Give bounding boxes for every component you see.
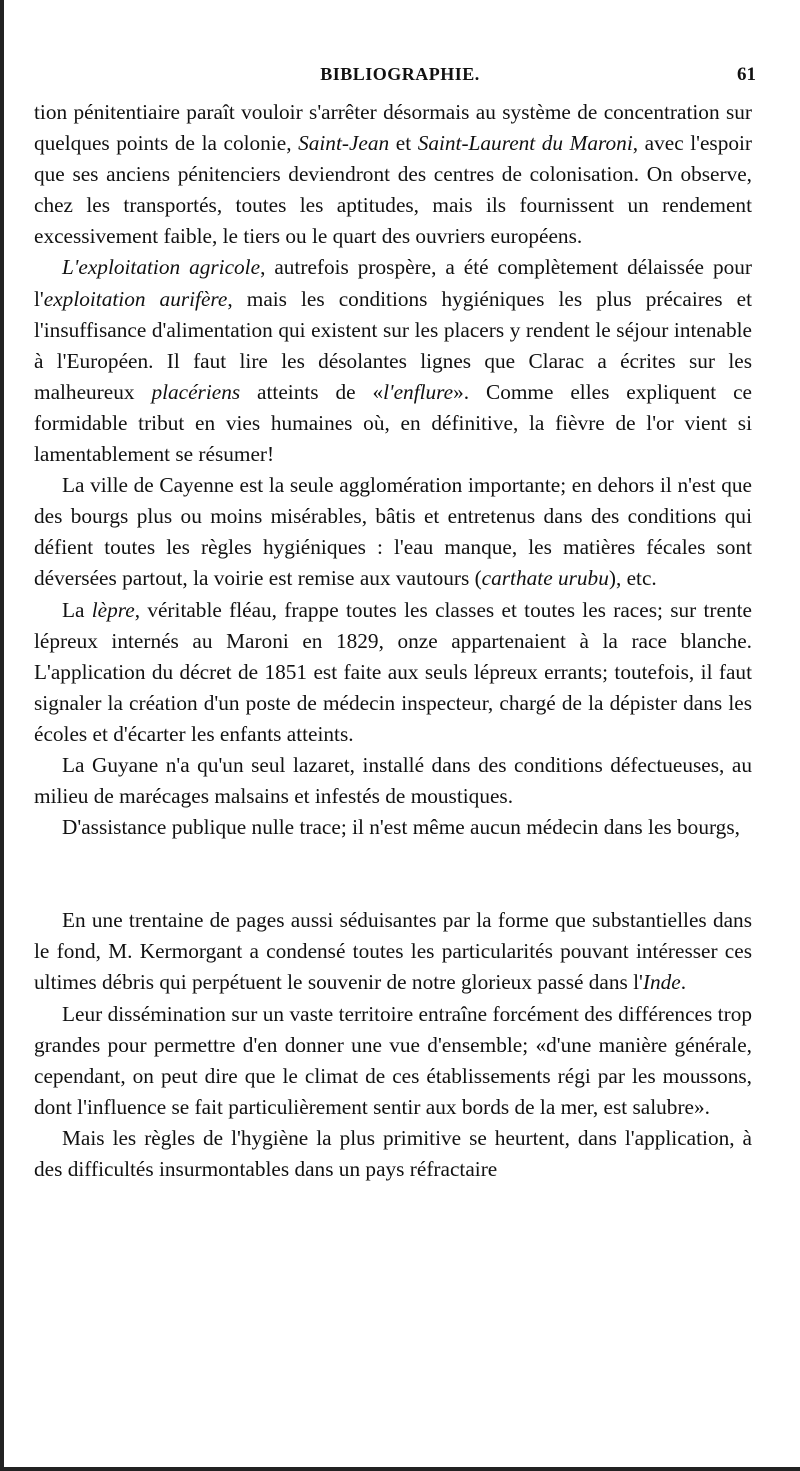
page-number: 61 xyxy=(737,64,756,85)
section-gap xyxy=(34,843,752,905)
paragraph-1: tion pénitentiaire paraît vouloir s'arrêter désormais au système de concentration sur quelques points de la colonie, Saint-Jean et Saint-Laurent du Maroni, avec l'espoir que ses anciens pénitenciers deviendront des centres de colonisation. On observe, chez les transportés, toutes les aptitudes, mais ils fournissent un rendement excessivement faible, le tiers ou le quart des ouvriers européens. xyxy=(34,100,753,249)
running-title: BIBLIOGRAPHIE. xyxy=(320,64,480,84)
paragraph-7: En une trentaine de pages aussi séduisantes par la forme que substantielles dans le fond, M. Kermorgant a condensé toutes les particularités pouvant intéresser ces ultimes débris qui perpétuent le souvenir de notre glorieux passé dans l'Inde. xyxy=(34,908,752,995)
body-text xyxy=(34,97,752,1185)
paragraph-8: Leur dissémination sur un vaste territoire entraîne forcément des différences trop grandes pour permettre d'en donner une vue d'ensemble; «d'une manière générale, cependant, on peut dire que le climat de ces établissements régi par les moussons, dont l'influence se fait particulièrement sentir aux bords de la mer, est salubre». xyxy=(34,1001,752,1119)
paragraph-9: Mais les règles de l'hygiène la plus primitive se heurtent, dans l'application, à des difficultés insurmontables dans un pays réfractaire xyxy=(34,1125,752,1181)
paragraph-5: La Guyane n'a qu'un seul lazaret, installé dans des conditions défectueuses, au milieu de marécages malsains et infestés de moustiques. xyxy=(34,752,752,809)
running-header xyxy=(40,64,760,92)
paragraph-3: La ville de Cayenne est la seule agglomération importante; en dehors il n'est que des bourgs plus ou moins misérables, bâtis et entretenus dans des conditions qui défient toutes les règles hygiéniques : l'eau manque, les matières fécales sont déversées partout, la voirie est remise aux vautours (carthate urubu), etc. xyxy=(34,473,752,591)
paragraph-2: L'exploitation agricole, autrefois prospère, a été complètement délaissée pour l'exploitation aurifère, mais les conditions hygiéniques les plus précaires et l'insuffisance d'alimentation qui existent sur les placers y rendent le séjour intenable à l'Européen. Il faut lire les désolantes lignes que Clarac a écrites sur les malheureux placériens atteints de «l'enflure». Comme elles expliquent ce formidable tribut en vies humaines où, en définitive, la fièvre de l'or vient si lamentablement se résumer! xyxy=(34,255,752,467)
paragraph-4: La lèpre, véritable fléau, frappe toutes les classes et toutes les races; sur trente lépreux internés au Maroni en 1829, onze appartenaient à la race blanche. L'application du décret de 1851 est faite aux seuls lépreux errants; toutefois, il faut signaler la création d'un poste de médecin inspecteur, chargé de la dépister dans les écoles et d'écarter les enfants atteints. xyxy=(34,597,752,746)
paragraph-6: D'assistance publique nulle trace; il n'est même aucun médecin dans les bourgs, xyxy=(62,815,740,840)
